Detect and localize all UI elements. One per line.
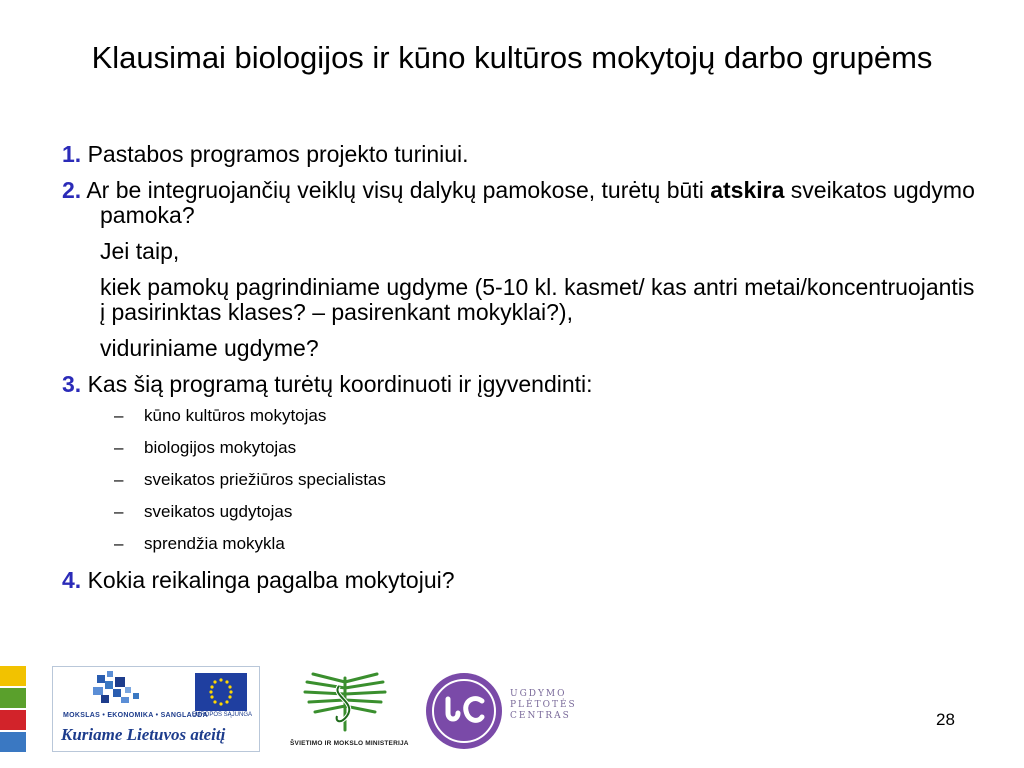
sub-list-item: [62, 470, 982, 490]
stripe-red: [0, 710, 26, 730]
stripe-blue: [0, 732, 26, 752]
question-text: Kokia reikalinga pagalba mokytojui?: [87, 567, 455, 593]
ministry-logo-icon: [295, 668, 395, 738]
dash-bullet: –: [114, 502, 124, 521]
question-2-secondary: viduriniame ugdyme?: [100, 335, 319, 361]
page-number: 28: [936, 710, 955, 729]
esf-mosaic-icon: [87, 671, 147, 711]
question-2-note: Jei taip,: [100, 238, 180, 264]
stripe-yellow: [0, 666, 26, 686]
eu-flag-icon: [195, 673, 247, 711]
dash-bullet: –: [114, 438, 124, 457]
question-number: 1.: [62, 141, 82, 167]
slide-body: [62, 142, 982, 604]
eu-label: EUROPOS SĄJUNGA: [191, 712, 252, 718]
slide-title: Klausimai biologijos ir kūno kultūros mokytojų darbo grupėms: [91, 40, 933, 75]
upc-logo-icon: [424, 671, 504, 751]
question-text: Kas šią programą turėtų koordinuoti ir įgyvendinti:: [87, 371, 593, 397]
dash-bullet: –: [114, 470, 124, 489]
question-3: [62, 372, 982, 397]
question-text: Pastabos programos projekto turiniui.: [87, 141, 469, 167]
question-2: [62, 178, 982, 228]
ministry-label: ŠVIETIMO IR MOKSLO MINISTERIJA: [290, 740, 409, 747]
dash-bullet: –: [114, 406, 124, 425]
sub-list-item: [62, 502, 982, 522]
stripe-green: [0, 688, 26, 708]
esf-label: MOKSLAS • EKONOMIKA • SANGLAUDA: [63, 712, 208, 719]
dash-bullet: –: [114, 534, 124, 553]
sub-list-item: [62, 438, 982, 458]
sub-item-text: kūno kultūros mokytojas: [144, 406, 327, 425]
emphasis-text: atskira: [710, 177, 785, 203]
sub-list: [62, 406, 982, 554]
question-text: Ar be integruojančių veiklų visų dalykų pamokose, turėtų būti: [86, 177, 711, 203]
sub-list-item: [62, 406, 982, 426]
sub-item-text: sveikatos ugdytojas: [144, 502, 293, 521]
question-4: [62, 568, 982, 593]
sub-list-item: [62, 534, 982, 554]
question-number: 4.: [62, 567, 82, 593]
upc-label: [510, 689, 577, 722]
question-1: [62, 142, 982, 167]
upc-label-line: PLĖTOTĖS: [510, 700, 577, 710]
slogan: Kuriame Lietuvos ateitį: [61, 725, 226, 744]
question-number: 2.: [62, 177, 82, 203]
upc-label-line: UGDYMO: [510, 689, 567, 699]
esf-logo: [52, 666, 260, 752]
sub-item-text: sprendžia mokykla: [144, 534, 285, 553]
sub-item-text: biologijos mokytojas: [144, 438, 297, 457]
question-text-cont: sveikatos ugdymo pamoka?: [100, 177, 975, 228]
question-2-detail: kiek pamokų pagrindiniame ugdyme (5-10 kl. kasmet/ kas antri metai/koncentruojantis į pasirinktas klases? – pasirenkant mokyklai?),: [100, 274, 975, 325]
sub-item-text: sveikatos priežiūros specialistas: [144, 470, 386, 489]
upc-label-line: CENTRAS: [510, 711, 571, 721]
question-number: 3.: [62, 371, 82, 397]
